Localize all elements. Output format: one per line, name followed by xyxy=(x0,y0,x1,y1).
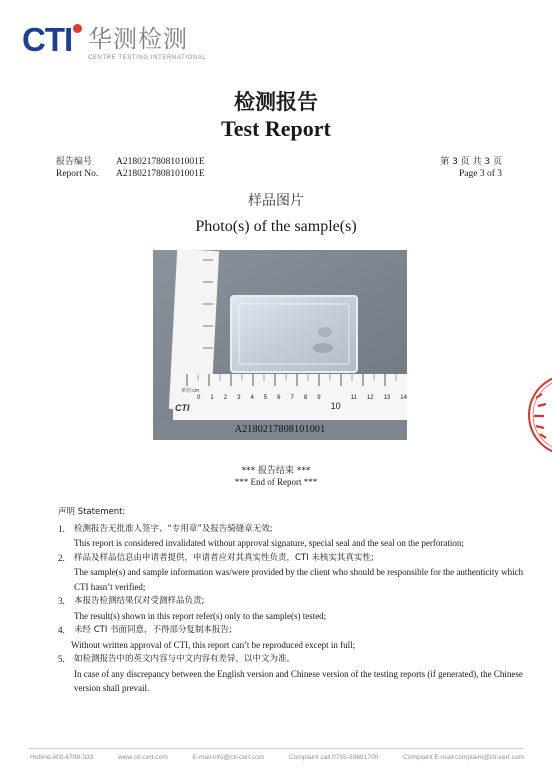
footer-website[interactable]: www.cti-cert.com xyxy=(118,754,168,761)
report-no-value-en: A2180217808101001E xyxy=(116,169,205,179)
statement-item xyxy=(58,594,528,623)
footer-complaint-call: Complaint call:0755-33681700 xyxy=(288,754,379,761)
page-number-cn: 第 3 页 共 3 页 xyxy=(440,157,502,167)
logo-brand: CTI xyxy=(22,21,73,58)
cti-logo xyxy=(22,22,222,66)
logo-dot-icon xyxy=(73,24,82,33)
footer-hotline: Hotline:400-6788-333 xyxy=(30,754,94,761)
statement-section xyxy=(58,505,528,696)
statement-item-cn: 如检测报告中的英文内容与中文内容有差异，以中文为准。 xyxy=(74,654,296,664)
statement-item xyxy=(58,522,528,551)
footer-divider xyxy=(28,748,524,749)
report-title-cn: 检测报告 xyxy=(234,90,318,114)
logo-name-en: CENTRE TESTING INTERNATIONAL xyxy=(88,55,207,61)
statement-item-number: 2. xyxy=(58,552,65,563)
statement-item xyxy=(58,623,528,652)
section-title-en: Photo(s) of the sample(s) xyxy=(195,218,357,235)
statement-item-cn: 本报告检测结果仅对受测样品负责; xyxy=(74,596,205,606)
statement-item xyxy=(58,652,528,696)
photo-caption: A2180217808101001 xyxy=(234,424,326,435)
ruler-numbers: 0 1 2 3 4 5 6 7 8 9 10 11 12 13 14 xyxy=(197,395,407,411)
report-title-en: Test Report xyxy=(221,116,331,141)
statement-item-cn: 检测报告无批准人签字、“专用章”及报告骑缝章无效; xyxy=(74,523,273,534)
statement-item-en: This report is considered invalidated without approval signature, special seal and the seal on the perforation; xyxy=(74,538,464,548)
sample-photo xyxy=(153,250,407,440)
company-seal xyxy=(524,370,552,460)
page-number-en: Page 3 of 3 xyxy=(458,169,502,179)
ruler-brand: CTI xyxy=(175,403,190,413)
end-of-report-en: *** End of Report *** xyxy=(234,477,318,487)
statement-heading: 声明 Statement: xyxy=(58,507,126,517)
statement-item xyxy=(58,551,528,595)
statement-item-cn: 样品及样品信息由申请者提供，申请者应对其真实性负责，CTI 未核实其真实性; xyxy=(74,552,374,563)
footer-complaint-email[interactable]: Complaint E-mail:complaint@cti-cert.com xyxy=(402,754,524,761)
section-title-cn: 样品图片 xyxy=(248,193,304,209)
report-no-label-en: Report No. xyxy=(56,169,99,179)
statement-item-number: 3. xyxy=(58,596,65,606)
ruler-unit: 单位:cm xyxy=(181,388,200,394)
footer xyxy=(30,754,524,761)
statement-item-number: 4. xyxy=(58,625,65,635)
footer-email[interactable]: E-mail:info@cti-cert.com xyxy=(192,754,265,761)
statement-item-number: 5. xyxy=(58,654,65,664)
statement-item-number: 1. xyxy=(58,523,65,534)
statement-item-en: The result(s) shown in this report refer(s) only to the sample(s) tested; xyxy=(74,610,327,621)
statement-item-en: Without written approval of CTI, this report can’t be reproduced except in full; xyxy=(71,639,356,650)
logo-name-cn: 华测检测 xyxy=(88,25,188,53)
report-no-value: A2180217808101001E xyxy=(116,157,205,167)
end-of-report-cn: *** 报告结束 *** xyxy=(241,466,311,476)
statement-item-en: The sample(s) and sample information was/were provided by the client who should be responsible for the authenticity which CTI hasn’t verified; xyxy=(74,567,524,592)
report-no-label-cn: 报告编号 xyxy=(56,157,93,167)
statement-item-cn: 未经 CTI 书面同意，不得部分复制本报告; xyxy=(74,625,232,635)
statement-item-en: In case of any discrepancy between the English version and Chinese version of the testing reports (if generated), the Chinese version shall prevail. xyxy=(74,668,523,693)
